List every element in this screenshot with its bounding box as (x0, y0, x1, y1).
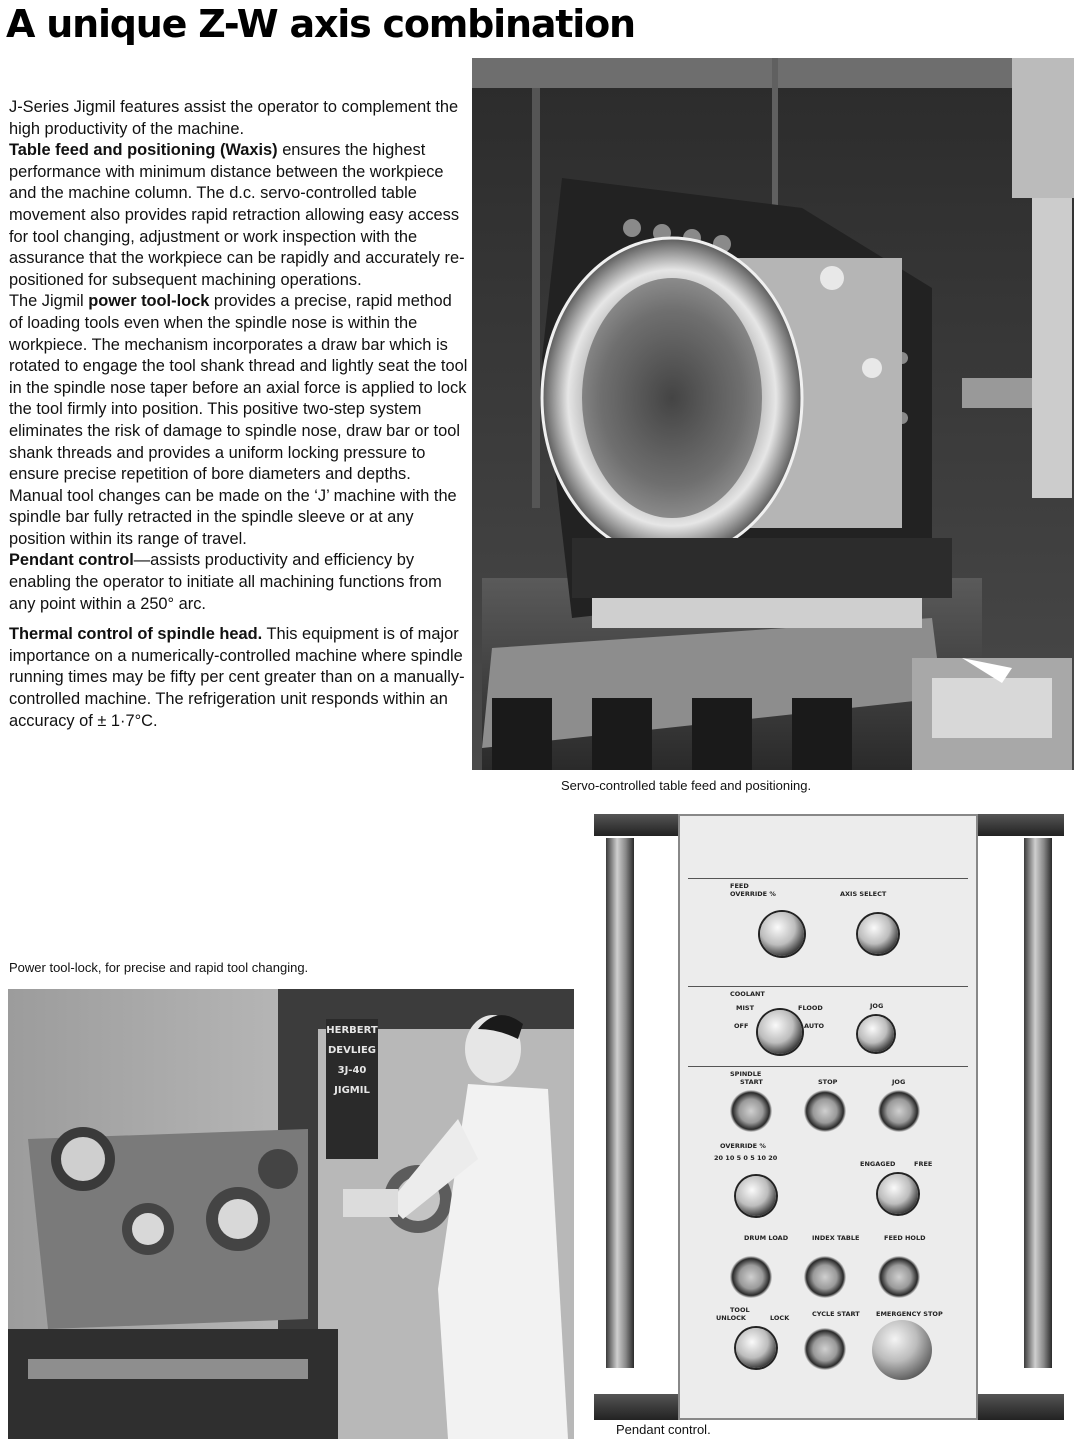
feed-override-knob[interactable] (760, 912, 804, 956)
drum-load-button[interactable] (730, 1256, 772, 1298)
spindle-stop-button[interactable] (804, 1090, 846, 1132)
index-table-button[interactable] (804, 1256, 846, 1298)
pendant-paragraph: Pendant control—assists productivity and efficiency by enabling the operator to initiate all machining functions from any point within a 250° arc. (9, 551, 442, 613)
pendant-plate: FEED OVERRIDE % AXIS SELECT COOLANT MIST FLOOD OFF AUTO JOG SPINDLE START STOP JOG OVERRIDE % 20 10 5 0 5 10 20 ENGAGED FREE DRUM LOAD INDEX TABLE FEED HOLD TOOL UNLOCK LOCK CYCLE START EMERGENCY STOP (678, 814, 978, 1420)
page-title: A unique Z-W axis combination (6, 2, 635, 46)
feed-hold-button[interactable] (878, 1256, 920, 1298)
spindle-override-knob[interactable] (736, 1176, 776, 1216)
tool-lock-paragraph: The Jigmil power tool-lock provides a precise, rapid method of loading tools even when the spindle nose is within the workpiece. The mechanism incorporates a draw bar which is rotated to engage the tool shank thread and lightly seat the tool in the spindle nose taper before an axial force is applied to lock the tool firmly into position. This positive two-step system eliminates the risk of damage to spindle nose, draw bar or tool shank threads and provides a uniform locking pressure to ensure precise repetition of bore diameters and depths. (9, 292, 468, 484)
pendant-left-post (606, 838, 634, 1368)
spindle-jog-button[interactable] (878, 1090, 920, 1132)
engaged-free-keyswitch[interactable] (878, 1174, 918, 1214)
coolant-selector-knob[interactable] (758, 1010, 802, 1054)
pendant-right-post (1024, 838, 1052, 1368)
intro-paragraph: J-Series Jigmil features assist the operator to complement the high productivity of the machine. (9, 98, 459, 138)
tool-lock-switch[interactable] (736, 1328, 776, 1368)
thermal-heading: Thermal control of spindle head. (9, 625, 263, 644)
pendant-heading: Pendant control (9, 551, 134, 570)
cycle-start-button[interactable] (804, 1328, 846, 1370)
body-text (9, 97, 469, 732)
tool-lock-caption: Power tool-lock, for precise and rapid tool changing. (9, 960, 309, 975)
thermal-paragraph: Thermal control of spindle head. This equipment is of major importance on a numerically-controlled machine where spindle running times may be fifty per cent greater than on a manually-controlled machine. The refrigeration unit responds within an accuracy of ± 1·7°C. (9, 625, 465, 730)
pendant-control-photo (594, 814, 1064, 1420)
table-feed-heading: Table feed and positioning (Waxis) (9, 141, 278, 160)
machine-name-plate: HERBERT DEVLIEG 3J-40 JIGMIL (326, 1025, 378, 1096)
pendant-caption: Pendant control. (616, 1422, 711, 1437)
servo-table-photo (472, 58, 1074, 770)
emergency-stop-button[interactable] (872, 1320, 932, 1380)
tool-lock-photo (8, 989, 574, 1439)
tool-lock-heading: power tool-lock (88, 292, 210, 311)
manual-paragraph: Manual tool changes can be made on the ‘J’ machine with the spindle bar fully retracted in the spindle sleeve or at any position within its range of travel. (9, 486, 457, 548)
jog-switch[interactable] (858, 1016, 894, 1052)
servo-table-illustration (472, 58, 1074, 770)
spindle-start-button[interactable] (730, 1090, 772, 1132)
axis-select-knob[interactable] (858, 914, 898, 954)
tool-lock-illustration (8, 989, 574, 1439)
table-feed-paragraph: Table feed and positioning (Waxis) ensures the highest performance with minimum distance between the workpiece and the machine column. The d.c. servo-controlled table movement also provides rapid retraction allowing easy access for tool changing, adjustment or work inspection with the assurance that the workpiece can be rapidly and accurately re-positioned for subsequent machining operations. (9, 141, 465, 289)
servo-caption: Servo-controlled table feed and positioning. (561, 778, 812, 793)
